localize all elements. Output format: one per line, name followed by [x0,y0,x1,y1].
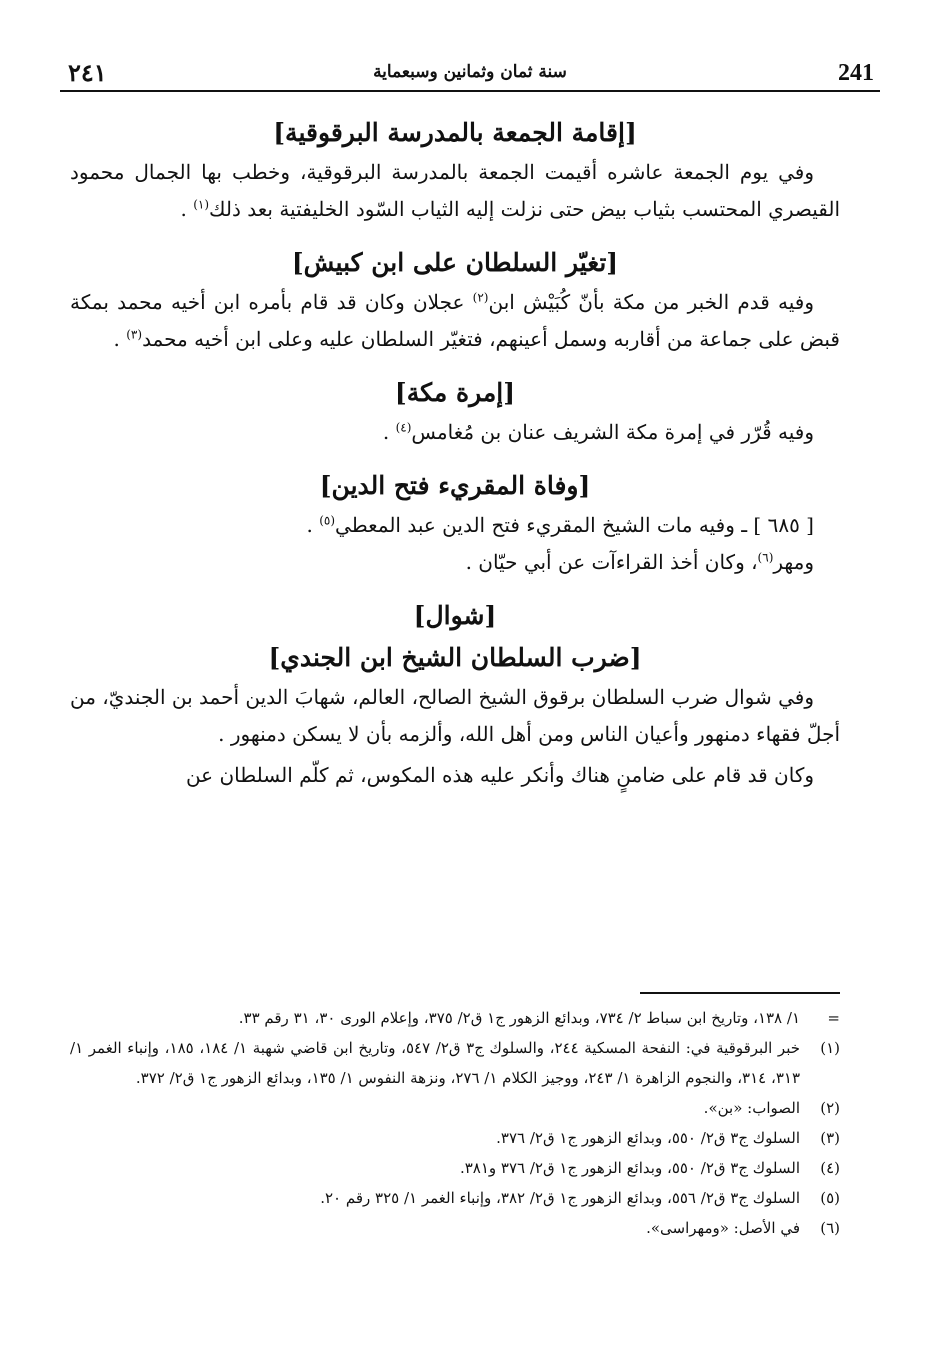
footnote-6 [70,1213,840,1243]
footnote-5 [70,1183,840,1213]
footnote-number: (٦) [820,1219,840,1237]
paragraph-end: . [306,513,320,537]
paragraph-end: . [382,420,396,444]
footnote-text: السلوك ج٣ ق٢/ ٥٥٦، وبدائع الزهور ج١ ق٢/ ٣٨٢، وإنباء الغمر ١/ ٣٢٥ رقم ٢٠. [320,1189,800,1207]
heading-sultan-ibn-jundi: [ضرب السلطان الشيخ ابن الجندي] [268,643,642,672]
paragraph-friday-prayer [70,154,840,228]
heading-emirate-mecca: [إمرة مكة] [394,378,516,407]
page-number-arabic: ٢٤١ [68,58,107,87]
footnote-number: (٥) [820,1189,840,1207]
paragraph-sultan-kubaysh [70,284,840,358]
footnote-ref-1: (١) [193,197,210,212]
footnote-text: في الأصل: «ومهراسى». [646,1219,800,1237]
paragraph-ibn-jundi: وفي شوال ضرب السلطان برقوق الشيخ الصالح، العالم، شهابَ الدين أحمد بن الجنديّ، من أجلّ فقهاء دمنهور وأعيان الناس ومن أهل الله، وألزمه بأن لا يسكن دمنهور . [70,685,840,746]
header-rule [60,90,880,92]
entry-685 [70,507,840,544]
footnote-text: الصواب: «بن». [703,1099,800,1117]
footnote-text: خبر البرقوقية في: النفحة المسكية ٢٤٤، والسلوك ج٣ ق٢/ ٥٤٧، وتاريخ ابن قاضي شهبة ١/ ١٨٤، ١٨٥، وإنباء الغمر ١/ ٣١٣، ٣١٤، والنجوم الزاهرة ١/ ٢٤٣، ووجيز الكلام ١/ ٢٧٦، ونزهة النفوس ١/ ١٣٥، وبدائع الزهور ج١ ق٢/ ٣٧٢. [70,1039,801,1087]
main-text [70,112,840,794]
paragraph-ibn-jundi-continued: وكان قد قام على ضامنٍ هناك وأنكر عليه هذه المكوس، ثم كلّم السلطان عن [185,763,814,787]
paragraph-text: وفيه قُرّر في إمرة مكة الشريف عنان بن مُغامس [411,420,814,444]
paragraph-text: عجلان وكان قد قام بأمره ابن أخيه محمد بمكة قبض على جماعة من أقاربه وسمل أعينهم، فتغيّر السلطان عليه وعلى ابن أخيه محمد [70,290,840,351]
heading-shawwal: [شوال] [413,601,497,630]
footnotes [70,1003,840,1243]
footnote-ref-3: (٣) [126,327,143,342]
paragraph-text: ومهر [773,550,814,574]
footnote-ref-4: (٤) [395,420,412,435]
footnote-ref-2: (٢) [472,290,489,305]
entry-685-continued [70,544,840,581]
page-number-latin: 241 [838,60,874,86]
heading-sultan-kubaysh: [تغيّر السلطان على ابن كبيش] [291,248,619,277]
paragraph-end: . [180,197,194,221]
footnote-number: (٢) [820,1099,840,1117]
footnote-number: (٤) [820,1159,840,1177]
paragraph-text: وفي يوم الجمعة عاشره أقيمت الجمعة بالمدرسة البرقوقية، وخطب بها الجمال محمود القيصري المحتسب بثياب بيض حتى نزلت إليه الثياب السّود الخليفتية بعد ذلك [70,160,840,221]
footnote-text: ١/ ١٣٨، وتاريخ ابن سباط ٢/ ٧٣٤، وبدائع الزهور ج١ ق٢/ ٣٧٥، وإعلام الورى ٣٠، ٣١ رقم ٣٣. [238,1009,800,1027]
paragraph-end: . [113,327,127,351]
running-title: سنة ثمان وثمانين وسبعماية [373,62,567,82]
paragraph-emirate-mecca [70,414,840,451]
footnote-ref-5: (٥) [319,513,336,528]
footnote-4 [70,1153,840,1183]
footnote-number: = [827,1009,840,1027]
paragraph-text: ، وكان أخذ القراءآت عن أبي حيّان . [465,550,758,574]
paragraph-text: وفيه قدم الخبر من مكة بأنّ كُبَيْش ابن [488,290,814,314]
footnote-number: (٣) [820,1129,840,1147]
footnote-ref-6: (٦) [757,550,774,565]
paragraph-text: [ ٦٨٥ ] ـ وفيه مات الشيخ المقريء فتح الدين عبد المعطي [335,513,814,537]
footnote-continued [70,1003,840,1033]
footnote-3 [70,1123,840,1153]
heading-friday-prayer: [إقامة الجمعة بالمدرسة البرقوقية] [273,118,637,147]
footnote-number: (١) [820,1039,840,1057]
footnote-2 [70,1093,840,1123]
footnote-1 [70,1033,840,1093]
page-header [60,52,880,92]
heading-death-fath-aldin: [وفاة المقريء فتح الدين] [319,471,591,500]
footnote-text: السلوك ج٣ ق٢/ ٥٥٠، وبدائع الزهور ج١ ق٢/ ٣٧٦. [496,1129,800,1147]
footnote-rule [640,992,840,994]
footnote-text: السلوك ج٣ ق٢/ ٥٥٠، وبدائع الزهور ج١ ق٢/ ٣٧٦ و٣٨١. [459,1159,800,1177]
